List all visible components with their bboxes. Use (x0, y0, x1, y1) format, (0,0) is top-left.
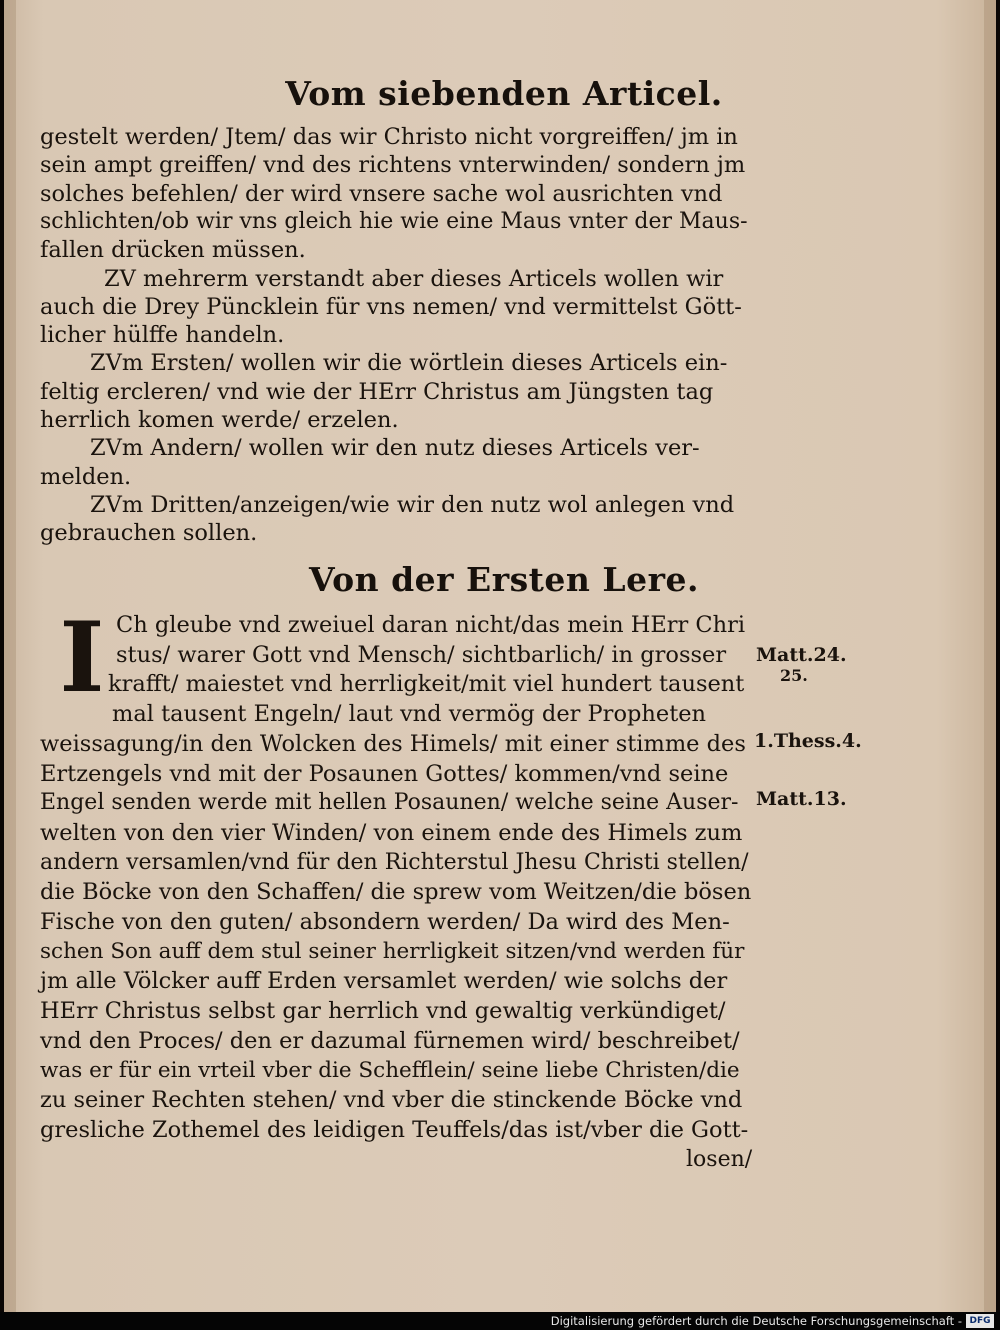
text-line: mal tausent Engeln/ laut vnd vermög der Propheten (112, 701, 707, 728)
text-line: losen/ (686, 1146, 753, 1172)
text-line: stus/ warer Gott vnd Mensch/ sichtbarlich/ in grosser (116, 641, 727, 668)
text-line: melden. (40, 463, 132, 490)
margin-note: Matt.13. (756, 788, 847, 810)
text-line: gestelt werden/ Jtem/ das wir Christo nicht vorgreiffen/ jm in (40, 124, 738, 150)
text-line: krafft/ maiestet vnd herrligkeit/mit viel hundert tausent (108, 671, 745, 698)
text-line: Fische von den guten/ absondern werden/ Da wird des Men- (40, 909, 730, 935)
text-line: Engel senden werde mit hellen Posaunen/ welche seine Auser- (40, 790, 739, 816)
text-line: andern versamlen/vnd für den Richterstul Jhesu Christi stellen/ (40, 849, 749, 875)
margin-note: Matt.24. (756, 644, 847, 666)
text-line: weissagung/in den Wolcken des Himels/ mit einer stimme des (40, 730, 746, 757)
footer-credit: Digitalisierung gefördert durch die Deutsche Forschungsgemeinschaft - (550, 1314, 962, 1328)
text-line: herrlich komen werde/ erzelen. (40, 407, 399, 433)
margin-note: 1.Thess.4. (754, 730, 862, 752)
text-line: Ertzengels vnd mit der Posaunen Gottes/ kommen/vnd seine (40, 760, 729, 787)
scanned-page (4, 0, 996, 1312)
text-line: auch die Drey Püncklein für vns nemen/ vnd vermittelst Gött- (40, 293, 742, 320)
running-head: Vom siebenden Articel. (285, 74, 723, 113)
page-edge-right (984, 0, 996, 1312)
text-line: die Böcke von den Schaffen/ die sprew vom Weitzen/die bösen (40, 879, 752, 906)
initial-letter: I (59, 601, 105, 714)
margin-note: 25. (780, 666, 808, 685)
section-heading: Von der Ersten Lere. (309, 560, 699, 599)
text-line: ZV mehrerm verstandt aber dieses Articels wollen wir (104, 265, 724, 292)
text-line: ZVm Andern/ wollen wir den nutz dieses Articels ver- (90, 435, 700, 462)
text-line: was er für ein vrteil vber die Schefflein/ seine liebe Christen/die (40, 1057, 740, 1083)
text-line: jm alle Völcker auff Erden versamlet werden/ wie solchs der (40, 968, 728, 995)
dfg-logo: DFG (966, 1314, 994, 1328)
text-line: fallen drücken müssen. (40, 237, 306, 264)
text-line: ZVm Dritten/anzeigen/wie wir den nutz wol anlegen vnd (90, 491, 735, 518)
text-line: gresliche Zothemel des leidigen Teuffels/das ist/vber die Gott- (40, 1116, 749, 1143)
text-line: HErr Christus selbst gar herrlich vnd gewaltig verkündiget/ (40, 998, 726, 1025)
text-line: sein ampt greiffen/ vnd des richtens vnterwinden/ sondern jm (40, 152, 746, 179)
text-line: gebrauchen sollen. (40, 520, 258, 547)
page-edge-left (4, 0, 16, 1312)
text-line: vnd den Proces/ den er dazumal fürnemen wird/ beschreibet/ (40, 1027, 740, 1054)
text-line: feltig ercleren/ vnd wie der HErr Christus am Jüngsten tag (40, 378, 714, 405)
text-line: welten von den vier Winden/ von einem ende des Himels zum (40, 819, 743, 846)
text-line: zu seiner Rechten stehen/ vnd vber die stinckende Böcke vnd (40, 1087, 743, 1114)
text-line: licher hülffe handeln. (40, 322, 285, 349)
text-line: schlichten/ob wir vns gleich hie wie eine Maus vnter der Maus- (40, 208, 748, 234)
text-line: Ch gleube vnd zweiuel daran nicht/das mein HErr Chri (116, 612, 746, 638)
text-line: ZVm Ersten/ wollen wir die wörtlein dieses Articels ein- (90, 350, 728, 377)
text-line: schen Son auff dem stul seiner herrligkeit sitzen/vnd werden für (40, 938, 745, 964)
text-line: solches befehlen/ der wird vnsere sache wol ausrichten vnd (40, 180, 723, 207)
